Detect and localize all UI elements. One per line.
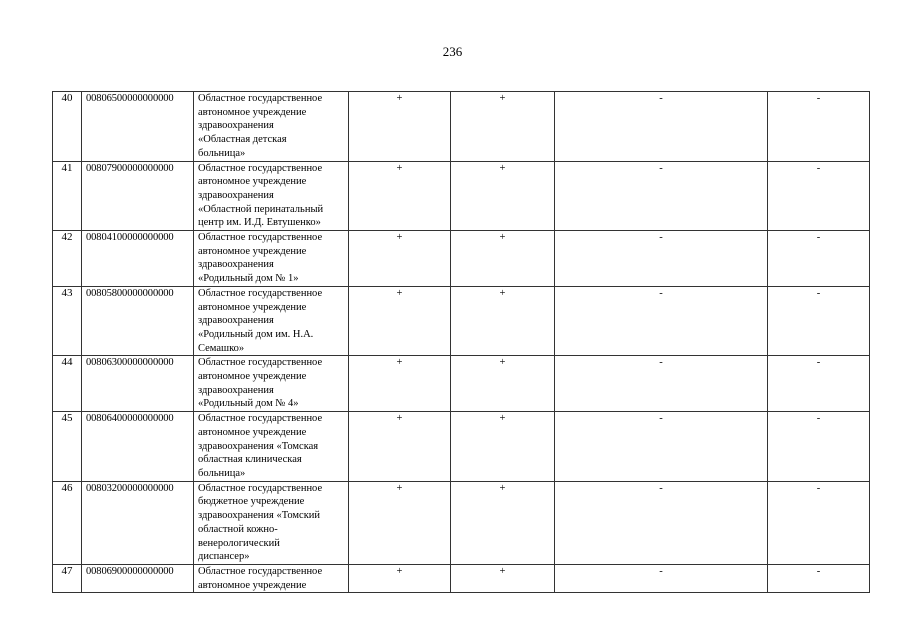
mark-col-4: - (768, 564, 870, 592)
mark-col-3: - (555, 412, 768, 482)
institution-name-line: больница» (198, 467, 246, 479)
institution-name-line: Областное государственное (198, 413, 323, 425)
mark-col-2: + (451, 481, 555, 564)
institution-name-line: «Областная детская (198, 134, 287, 146)
institution-name-line: венерологический (198, 537, 280, 549)
row-number: 42 (53, 231, 82, 287)
mark-col-1: + (349, 161, 451, 231)
institution-code: 00804100000000000 (82, 231, 194, 287)
mark-col-1: + (349, 92, 451, 162)
row-number: 43 (53, 286, 82, 356)
institution-name-line: автономное учреждение (198, 106, 307, 118)
institution-code: 00807900000000000 (82, 161, 194, 231)
institution-name-line: бюджетное учреждение (198, 496, 305, 508)
mark-col-2: + (451, 161, 555, 231)
mark-col-2: + (451, 412, 555, 482)
row-number: 45 (53, 412, 82, 482)
mark-col-3: - (555, 356, 768, 412)
institutions-table (52, 91, 870, 593)
institution-code: 00806900000000000 (82, 564, 194, 592)
institution-name-line: автономное учреждение (198, 245, 307, 257)
mark-col-3: - (555, 286, 768, 356)
institution-code: 00806400000000000 (82, 412, 194, 482)
institution-name (194, 356, 349, 412)
mark-col-4: - (768, 286, 870, 356)
table-row (53, 161, 870, 231)
institution-name-line: Областное государственное (198, 162, 323, 174)
institution-name-line: Областное государственное (198, 93, 323, 104)
mark-col-4: - (768, 412, 870, 482)
mark-col-2: + (451, 231, 555, 287)
institution-name (194, 286, 349, 356)
institution-name-line: автономное учреждение (198, 426, 307, 438)
institution-name-line: Областное государственное (198, 565, 323, 577)
institution-name-line: здравоохранения (198, 259, 274, 271)
row-number: 46 (53, 481, 82, 564)
institution-name-line: здравоохранения (198, 384, 274, 396)
mark-col-1: + (349, 564, 451, 592)
institution-name-line: «Областной перинатальный (198, 203, 324, 215)
mark-col-2: + (451, 356, 555, 412)
row-number: 47 (53, 564, 82, 592)
institution-name-line: Областное государственное (198, 287, 323, 299)
row-number: 44 (53, 356, 82, 412)
mark-col-3: - (555, 231, 768, 287)
institution-name-line: «Родильный дом № 4» (198, 398, 299, 410)
institution-name-line: Областное государственное (198, 357, 323, 369)
mark-col-1: + (349, 412, 451, 482)
institution-name-line: автономное учреждение (198, 579, 307, 591)
mark-col-3: - (555, 92, 768, 162)
institution-name-line: областной кожно- (198, 523, 278, 535)
institution-name (194, 161, 349, 231)
mark-col-1: + (349, 356, 451, 412)
institution-name-line: «Родильный дом им. Н.А. (198, 328, 314, 340)
institution-name-line: «Родильный дом № 1» (198, 273, 299, 285)
institution-name-line: автономное учреждение (198, 176, 307, 188)
page-number: 236 (442, 44, 463, 59)
mark-col-4: - (768, 161, 870, 231)
mark-col-3: - (555, 481, 768, 564)
mark-col-2: + (451, 92, 555, 162)
table-row (53, 92, 870, 162)
row-number: 41 (53, 161, 82, 231)
mark-col-1: + (349, 481, 451, 564)
mark-col-1: + (349, 286, 451, 356)
row-number: 40 (53, 92, 82, 162)
mark-col-1: + (349, 231, 451, 287)
table-row (53, 356, 870, 412)
institution-name (194, 92, 349, 162)
institution-name-line: здравоохранения (198, 315, 274, 327)
institution-name (194, 481, 349, 564)
mark-col-4: - (768, 92, 870, 162)
institution-code: 00803200000000000 (82, 481, 194, 564)
institution-name-line: здравоохранения «Томская (198, 440, 319, 452)
institution-name-line: больница» (198, 147, 246, 159)
mark-col-4: - (768, 356, 870, 412)
institution-name-line: Областное государственное (198, 232, 323, 244)
table-row (53, 231, 870, 287)
mark-col-4: - (768, 481, 870, 564)
institution-name-line: автономное учреждение (198, 301, 307, 313)
institution-name (194, 231, 349, 287)
institution-name (194, 412, 349, 482)
institution-name (194, 564, 349, 592)
institution-name-line: здравоохранения (198, 120, 274, 132)
institution-name-line: областная клиническая (198, 454, 302, 466)
institution-code: 00806300000000000 (82, 356, 194, 412)
institution-name-line: здравоохранения «Томский (198, 510, 321, 522)
table-row (53, 481, 870, 564)
mark-col-2: + (451, 564, 555, 592)
table-row (53, 564, 870, 592)
mark-col-3: - (555, 564, 768, 592)
institution-name-line: Областное государственное (198, 482, 323, 494)
table-row (53, 286, 870, 356)
institution-code: 00805800000000000 (82, 286, 194, 356)
mark-col-4: - (768, 231, 870, 287)
institution-name-line: автономное учреждение (198, 371, 307, 383)
institution-name-line: здравоохранения (198, 189, 274, 201)
mark-col-3: - (555, 161, 768, 231)
mark-col-2: + (451, 286, 555, 356)
institution-name-line: центр им. И.Д. Евтушенко» (198, 217, 321, 229)
institution-name-line: диспансер» (198, 551, 250, 563)
institution-name-line: Семашко» (198, 342, 245, 354)
institution-code: 00806500000000000 (82, 92, 194, 162)
table-row (53, 412, 870, 482)
